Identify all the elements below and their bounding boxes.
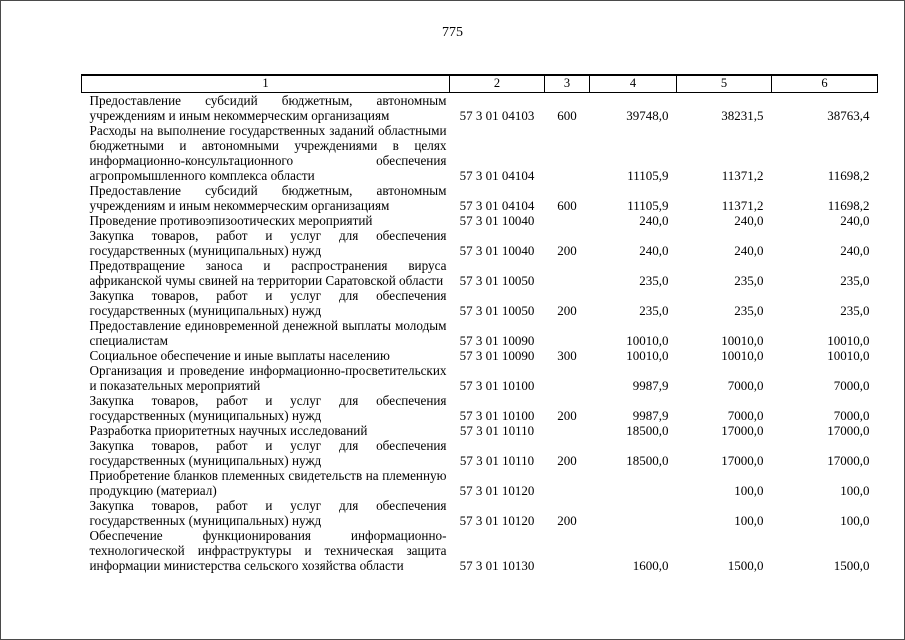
row-amount-2: 11371,2 [721, 168, 764, 183]
column-header-6: 6 [772, 75, 878, 93]
row-amount-2: 100,0 [734, 483, 764, 498]
row-amount-1: 18500,0 [626, 453, 669, 468]
row-amount-2: 17000,0 [721, 453, 764, 468]
row-amount-2: 10010,0 [721, 348, 764, 363]
row-description: Проведение противоэпизоотических мероприятий [89, 213, 373, 228]
table-row [82, 468, 878, 498]
row-description: Закупка товаров, работ и услуг для обеспечения государственных (муниципальных) нужд [89, 228, 447, 258]
row-expense-type: 600 [557, 198, 577, 213]
page-number: 775 [442, 25, 463, 40]
row-amount-3: 100,0 [840, 513, 870, 528]
row-target-code: 57 3 01 10090 [459, 333, 535, 348]
table-header-row [82, 75, 878, 93]
row-target-code: 57 3 01 10040 [459, 213, 535, 228]
table-row [82, 438, 878, 468]
row-description: Предоставление субсидий бюджетным, автономным учреждениям и иным некоммерческим организациям [89, 183, 447, 213]
row-target-code: 57 3 01 10120 [459, 513, 535, 528]
row-amount-3: 38763,4 [827, 108, 870, 123]
row-amount-3: 240,0 [840, 243, 870, 258]
row-amount-2: 1500,0 [727, 558, 764, 573]
row-expense-type: 600 [557, 108, 577, 123]
row-description: Предотвращение заноса и распространения вируса африканской чумы свиней на территории Саратовской области [89, 258, 447, 288]
budget-table [81, 74, 878, 573]
row-description: Социальное обеспечение и иные выплаты населению [89, 348, 390, 363]
row-amount-2: 235,0 [734, 273, 764, 288]
row-target-code: 57 3 01 04103 [459, 108, 535, 123]
row-amount-1: 235,0 [639, 303, 669, 318]
row-target-code: 57 3 01 10050 [459, 273, 535, 288]
row-target-code: 57 3 01 10110 [459, 453, 535, 468]
row-amount-3: 7000,0 [833, 408, 870, 423]
row-amount-1: 18500,0 [626, 423, 669, 438]
row-amount-3: 11698,2 [827, 198, 870, 213]
row-amount-2: 7000,0 [727, 378, 764, 393]
row-amount-3: 1500,0 [833, 558, 870, 573]
row-expense-type: 300 [557, 348, 577, 363]
row-amount-3: 10010,0 [827, 348, 870, 363]
row-amount-1: 235,0 [639, 273, 669, 288]
row-amount-2: 11371,2 [721, 198, 764, 213]
table-row [82, 393, 878, 423]
row-amount-3: 240,0 [840, 213, 870, 228]
row-amount-2: 17000,0 [721, 423, 764, 438]
table-header [82, 75, 878, 93]
row-amount-3: 17000,0 [827, 453, 870, 468]
row-amount-3: 11698,2 [827, 168, 870, 183]
row-target-code: 57 3 01 10050 [459, 303, 535, 318]
table-row [82, 498, 878, 528]
row-description: Предоставление единовременной денежной выплаты молодым специалистам [89, 318, 447, 348]
row-expense-type: 200 [557, 243, 577, 258]
row-expense-type [545, 468, 590, 498]
row-expense-type: 200 [557, 303, 577, 318]
table-row [82, 423, 878, 438]
row-description: Закупка товаров, работ и услуг для обеспечения государственных (муниципальных) нужд [89, 498, 447, 528]
row-expense-type: 200 [557, 453, 577, 468]
row-target-code: 57 3 01 10110 [459, 423, 535, 438]
row-expense-type: 200 [557, 408, 577, 423]
row-amount-3: 10010,0 [827, 333, 870, 348]
row-amount-3: 7000,0 [833, 378, 870, 393]
row-amount-2: 100,0 [734, 513, 764, 528]
row-description: Закупка товаров, работ и услуг для обеспечения государственных (муниципальных) нужд [89, 288, 447, 318]
row-description: Закупка товаров, работ и услуг для обеспечения государственных (муниципальных) нужд [89, 393, 447, 423]
table-row [82, 183, 878, 213]
table-row [82, 528, 878, 573]
row-amount-1: 10010,0 [626, 348, 669, 363]
row-amount-2: 10010,0 [721, 333, 764, 348]
row-target-code: 57 3 01 10120 [459, 483, 535, 498]
row-target-code: 57 3 01 10100 [459, 378, 535, 393]
row-target-code: 57 3 01 04104 [459, 168, 535, 183]
table-body [82, 93, 878, 574]
table-row [82, 123, 878, 183]
row-amount-1: 39748,0 [626, 108, 669, 123]
row-expense-type [545, 258, 590, 288]
column-header-4: 4 [590, 75, 677, 93]
row-amount-1 [590, 468, 677, 498]
row-expense-type [545, 363, 590, 393]
row-amount-2: 235,0 [734, 303, 764, 318]
column-header-3: 3 [545, 75, 590, 93]
column-header-1: 1 [82, 75, 450, 93]
row-amount-3: 235,0 [840, 273, 870, 288]
row-amount-1: 11105,9 [627, 168, 669, 183]
row-amount-2: 38231,5 [721, 108, 764, 123]
row-description: Расходы на выполнение государственных заданий областными бюджетными и автономными учреждениями в целях информационно-консультационного обеспечения агропромышленного комплекса области [89, 123, 447, 183]
table-row [82, 363, 878, 393]
row-amount-1: 9987,9 [632, 408, 669, 423]
column-header-5: 5 [677, 75, 772, 93]
row-description: Закупка товаров, работ и услуг для обеспечения государственных (муниципальных) нужд [89, 438, 447, 468]
row-amount-1: 11105,9 [627, 198, 669, 213]
row-expense-type [545, 213, 590, 228]
column-header-2: 2 [450, 75, 545, 93]
row-amount-1 [590, 498, 677, 528]
row-target-code: 57 3 01 04104 [459, 198, 535, 213]
table-row [82, 348, 878, 363]
row-amount-1: 1600,0 [632, 558, 669, 573]
row-amount-2: 7000,0 [727, 408, 764, 423]
row-amount-2: 240,0 [734, 213, 764, 228]
row-description: Предоставление субсидий бюджетным, автономным учреждениям и иным некоммерческим организациям [89, 93, 447, 123]
row-amount-3: 17000,0 [827, 423, 870, 438]
row-amount-3: 235,0 [840, 303, 870, 318]
row-amount-1: 10010,0 [626, 333, 669, 348]
row-target-code: 57 3 01 10100 [459, 408, 535, 423]
row-expense-type [545, 318, 590, 348]
table-row [82, 288, 878, 318]
table-row [82, 318, 878, 348]
table-row [82, 213, 878, 228]
row-description: Обеспечение функционирования информационно-технологической инфраструктуры и техническая защита информации министерства сельского хозяйства области [89, 528, 447, 573]
table-row [82, 228, 878, 258]
table-row [82, 93, 878, 124]
row-description: Разработка приоритетных научных исследований [89, 423, 368, 438]
row-expense-type [545, 528, 590, 573]
row-target-code: 57 3 01 10040 [459, 243, 535, 258]
row-description: Организация и проведение информационно-просветительских и показательных мероприятий [89, 363, 447, 393]
row-description: Приобретение бланков племенных свидетельств на племенную продукцию (материал) [89, 468, 447, 498]
row-amount-2: 240,0 [734, 243, 764, 258]
row-target-code: 57 3 01 10090 [459, 348, 535, 363]
row-amount-1: 240,0 [639, 213, 669, 228]
row-amount-1: 240,0 [639, 243, 669, 258]
row-expense-type: 200 [557, 513, 577, 528]
row-amount-1: 9987,9 [632, 378, 669, 393]
row-expense-type [545, 123, 590, 183]
row-expense-type [545, 423, 590, 438]
row-amount-3: 100,0 [840, 483, 870, 498]
row-target-code: 57 3 01 10130 [459, 558, 535, 573]
table-row [82, 258, 878, 288]
